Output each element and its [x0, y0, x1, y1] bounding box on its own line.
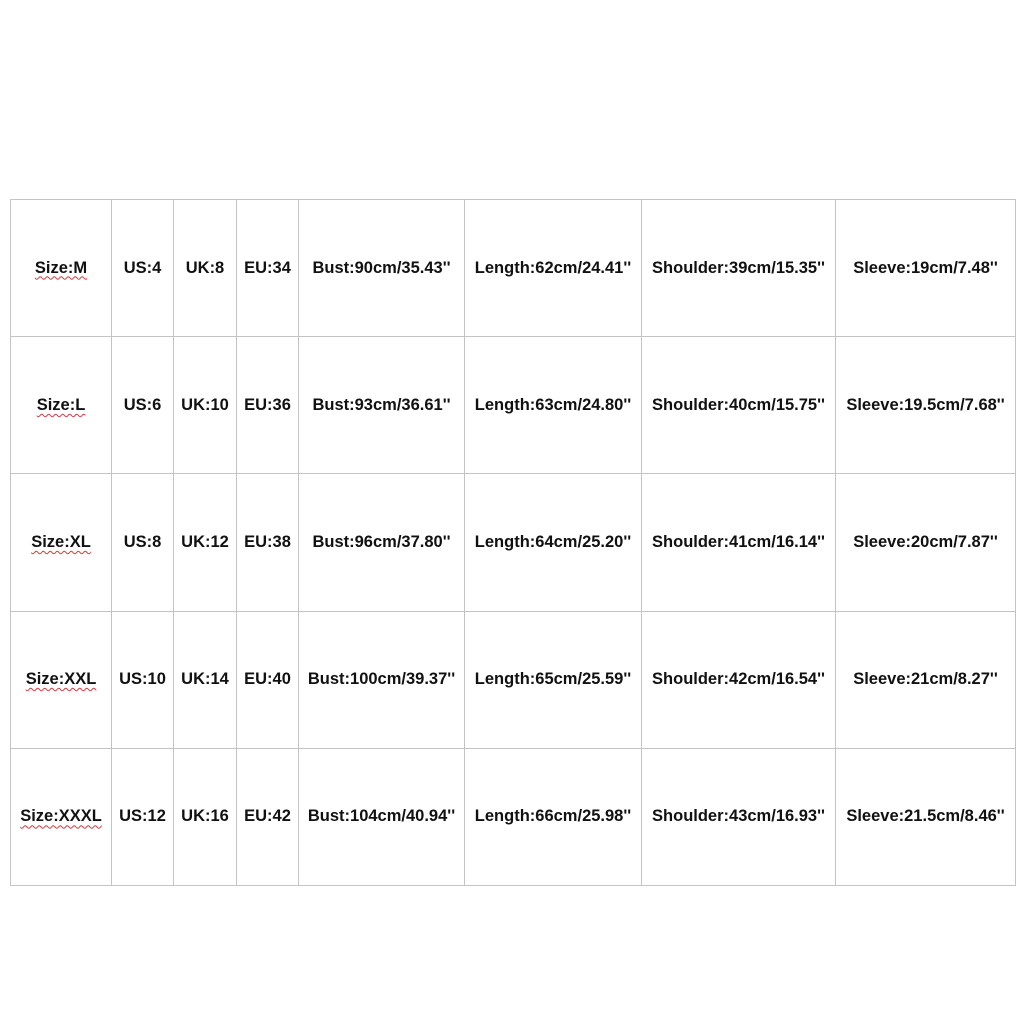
- shoulder-cell: Shoulder:43cm/16.93'': [642, 748, 836, 885]
- sleeve-cell: Sleeve:21cm/8.27'': [836, 611, 1016, 748]
- size-cell: [11, 474, 112, 611]
- size-row-m: [11, 200, 1016, 337]
- length-cell: Length:63cm/24.80'': [465, 337, 642, 474]
- eu-size-cell: EU:42: [237, 748, 299, 885]
- sleeve-cell: Sleeve:20cm/7.87'': [836, 474, 1016, 611]
- length-cell: Length:64cm/25.20'': [465, 474, 642, 611]
- length-cell: Length:66cm/25.98'': [465, 748, 642, 885]
- size-chart-table: [10, 199, 1016, 886]
- size-cell: [11, 611, 112, 748]
- us-size-cell: US:10: [112, 611, 174, 748]
- us-size-cell: US:6: [112, 337, 174, 474]
- size-label: Size:XXXL: [20, 807, 102, 826]
- sleeve-cell: Sleeve:19cm/7.48'': [836, 200, 1016, 337]
- bust-cell: Bust:90cm/35.43'': [299, 200, 465, 337]
- eu-size-cell: EU:38: [237, 474, 299, 611]
- size-row-xl: [11, 474, 1016, 611]
- sleeve-cell: Sleeve:21.5cm/8.46'': [836, 748, 1016, 885]
- bust-cell: Bust:100cm/39.37'': [299, 611, 465, 748]
- length-cell: Length:65cm/25.59'': [465, 611, 642, 748]
- shoulder-cell: Shoulder:40cm/15.75'': [642, 337, 836, 474]
- eu-size-cell: EU:40: [237, 611, 299, 748]
- us-size-cell: US:12: [112, 748, 174, 885]
- size-row-xxxl: [11, 748, 1016, 885]
- sleeve-cell: Sleeve:19.5cm/7.68'': [836, 337, 1016, 474]
- uk-size-cell: UK:14: [174, 611, 237, 748]
- size-label: Size:XL: [31, 532, 91, 551]
- size-row-l: [11, 337, 1016, 474]
- uk-size-cell: UK:8: [174, 200, 237, 337]
- bust-cell: Bust:93cm/36.61'': [299, 337, 465, 474]
- bust-cell: Bust:104cm/40.94'': [299, 748, 465, 885]
- size-label: Size:L: [36, 395, 86, 414]
- eu-size-cell: EU:34: [237, 200, 299, 337]
- us-size-cell: US:8: [112, 474, 174, 611]
- shoulder-cell: Shoulder:41cm/16.14'': [642, 474, 836, 611]
- size-label: Size:M: [34, 258, 88, 277]
- uk-size-cell: UK:10: [174, 337, 237, 474]
- size-cell: [11, 200, 112, 337]
- eu-size-cell: EU:36: [237, 337, 299, 474]
- size-row-xxl: [11, 611, 1016, 748]
- size-label: Size:XXL: [25, 670, 97, 689]
- size-cell: [11, 337, 112, 474]
- shoulder-cell: Shoulder:42cm/16.54'': [642, 611, 836, 748]
- length-cell: Length:62cm/24.41'': [465, 200, 642, 337]
- bust-cell: Bust:96cm/37.80'': [299, 474, 465, 611]
- us-size-cell: US:4: [112, 200, 174, 337]
- shoulder-cell: Shoulder:39cm/15.35'': [642, 200, 836, 337]
- uk-size-cell: UK:12: [174, 474, 237, 611]
- size-cell: [11, 748, 112, 885]
- uk-size-cell: UK:16: [174, 748, 237, 885]
